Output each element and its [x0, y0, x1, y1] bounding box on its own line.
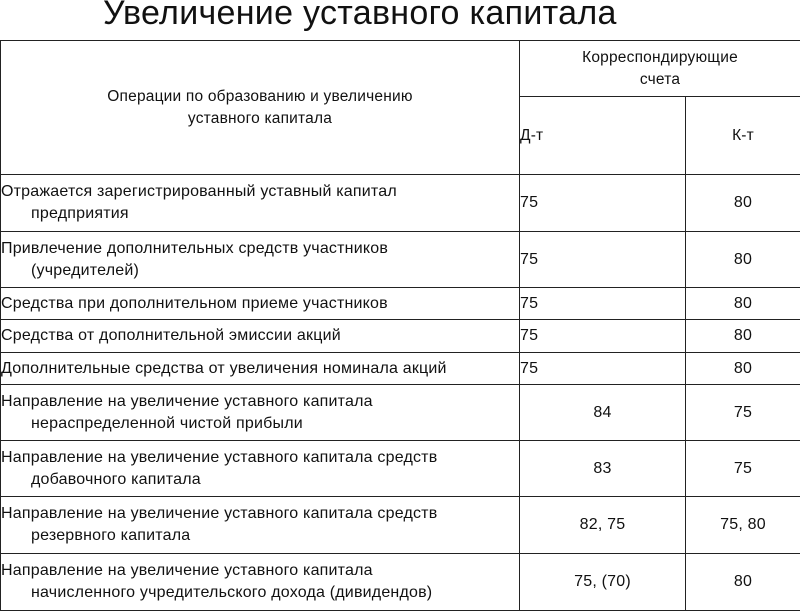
operation-text-line1: Отражается зарегистрированный уставный капитал [1, 183, 397, 200]
debit-cell: 75, (70) [520, 554, 686, 611]
debit-cell: 75 [520, 353, 686, 385]
corresponding-header-line1: Корреспондирующие [582, 49, 738, 66]
operation-text-line2: добавочного капитала [1, 469, 519, 491]
debit-cell: 75 [520, 232, 686, 288]
accounting-table [0, 40, 800, 611]
operation-text-line1: Направление на увеличение уставного капитала [1, 393, 373, 410]
operation-text-line1: Средства от дополнительной эмиссии акций [1, 327, 341, 344]
operation-cell [1, 554, 520, 611]
operation-cell [1, 441, 520, 497]
operation-cell [1, 320, 520, 353]
table-row [1, 320, 800, 353]
operation-text-line2: нераспределенной чистой прибыли [1, 413, 519, 435]
table-row [1, 353, 800, 385]
operation-cell [1, 288, 520, 320]
table-row [1, 288, 800, 320]
operation-text-line1: Привлечение дополнительных средств участников [1, 240, 388, 257]
table-row [1, 385, 800, 441]
operation-cell [1, 385, 520, 441]
credit-cell: 80 [686, 175, 800, 232]
credit-cell: 75 [686, 385, 800, 441]
operation-cell [1, 232, 520, 288]
corresponding-header-line2: счета [640, 71, 680, 88]
debit-cell: 75 [520, 175, 686, 232]
debit-column-header: Д-т [520, 97, 686, 175]
credit-cell: 80 [686, 320, 800, 353]
credit-cell: 80 [686, 232, 800, 288]
operation-text-line2: (учредителей) [1, 260, 519, 282]
debit-cell: 84 [520, 385, 686, 441]
credit-cell: 75 [686, 441, 800, 497]
debit-cell: 75 [520, 320, 686, 353]
credit-cell: 80 [686, 353, 800, 385]
table-row [1, 441, 800, 497]
operation-text-line1: Средства при дополнительном приеме участников [1, 295, 388, 312]
table-row [1, 232, 800, 288]
operation-cell [1, 497, 520, 554]
table-row [1, 175, 800, 232]
table-row [1, 554, 800, 611]
operation-cell [1, 353, 520, 385]
operations-header-line1: Операции по образованию и увеличению [107, 88, 412, 105]
operation-cell [1, 175, 520, 232]
debit-cell: 75 [520, 288, 686, 320]
operations-header-line2: уставного капитала [188, 110, 332, 127]
credit-cell: 80 [686, 554, 800, 611]
operation-text-line1: Направление на увеличение уставного капитала [1, 562, 373, 579]
debit-cell: 83 [520, 441, 686, 497]
debit-cell: 82, 75 [520, 497, 686, 554]
page-title: Увеличение уставного капитала [103, 0, 617, 33]
operation-text-line2: предприятия [1, 203, 519, 225]
operation-text-line1: Направление на увеличение уставного капитала средств [1, 449, 437, 466]
operation-text-line1: Дополнительные средства от увеличения номинала акций [1, 360, 447, 377]
operation-text-line1: Направление на увеличение уставного капитала средств [1, 505, 437, 522]
credit-cell: 80 [686, 288, 800, 320]
credit-cell: 75, 80 [686, 497, 800, 554]
operations-column-header [1, 41, 520, 175]
credit-column-header: К-т [686, 97, 800, 175]
corresponding-accounts-header [520, 41, 800, 97]
operation-text-line2: резервного капитала [1, 525, 519, 547]
operation-text-line2: начисленного учредительского дохода (дивидендов) [1, 582, 519, 604]
table-row [1, 497, 800, 554]
